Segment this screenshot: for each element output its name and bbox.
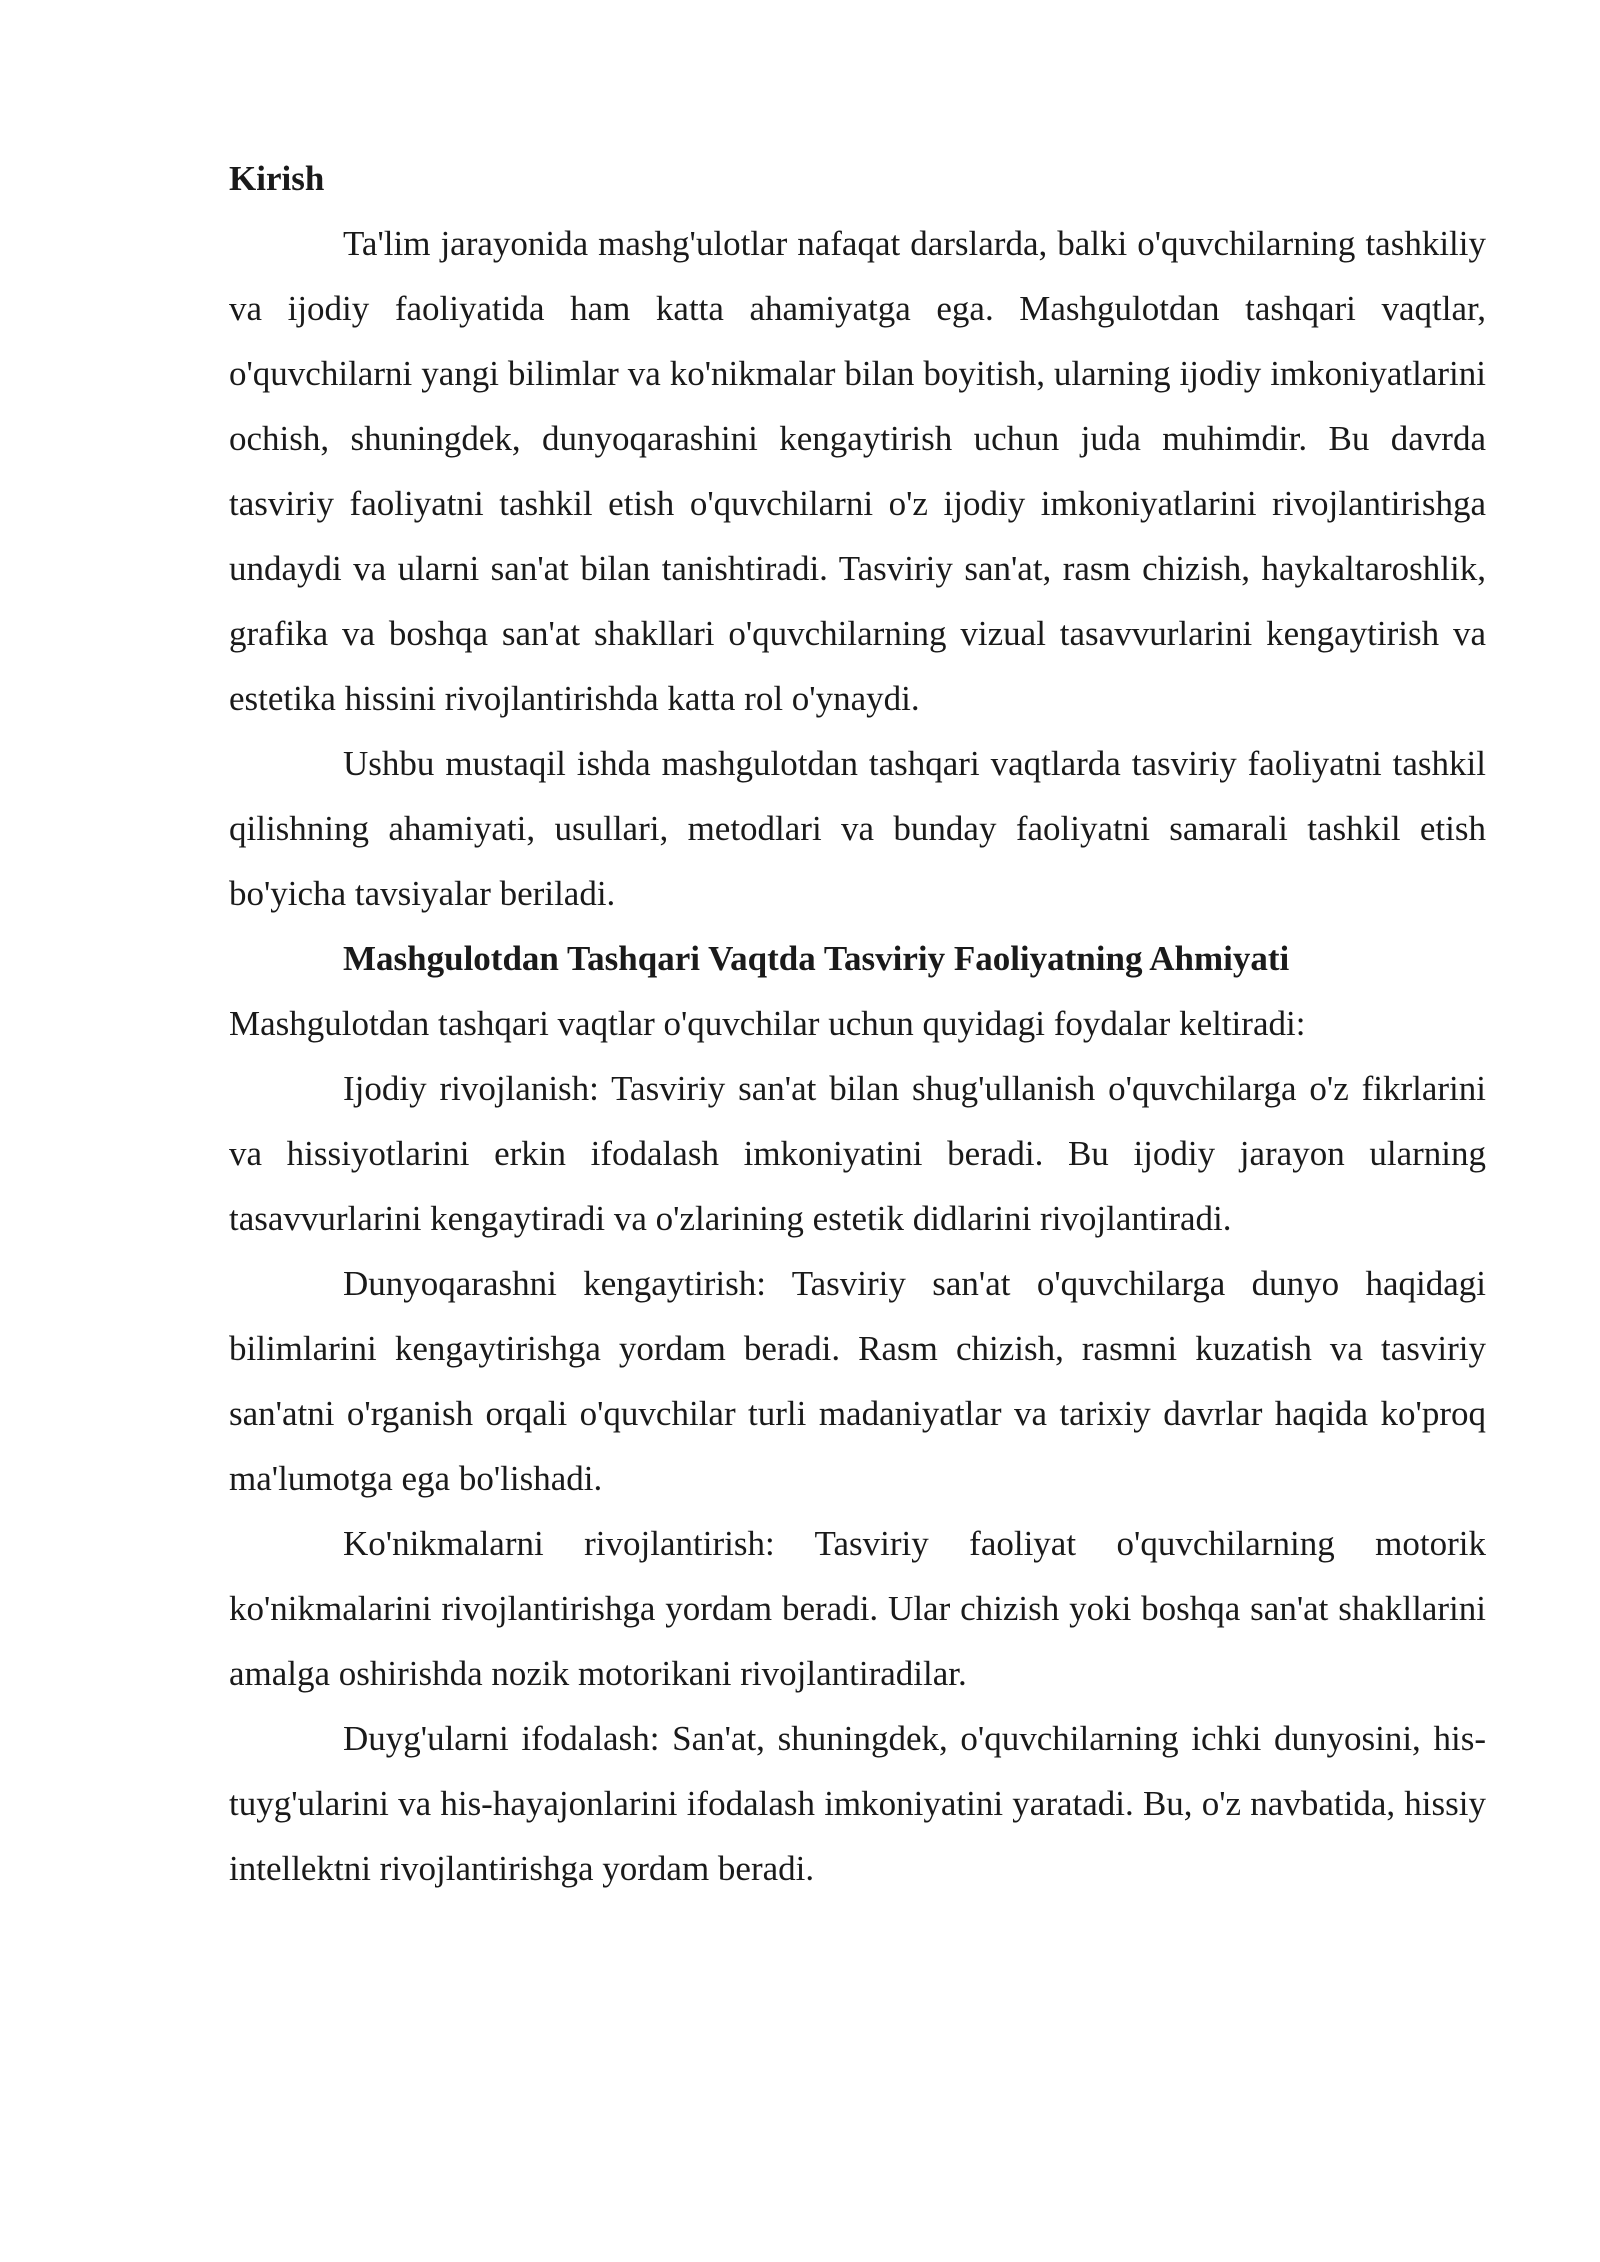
section-paragraph: Dunyoqarashni kengaytirish: Tasviriy san'at o'quvchilarga dunyo haqidagi bilimlarini kengaytirishga yordam beradi. Rasm chizish, rasmni kuzatish va tasviriy san'atni o'rganish orqali o'quvchilar turli madaniyatlar va tarixiy davrlar haqida ko'proq ma'lumotga ega bo'lishadi.: [229, 1264, 1486, 1498]
page-content: [229, 146, 1486, 1901]
section-paragraph: Duyg'ularni ifodalash: San'at, shuningdek, o'quvchilarning ichki dunyosini, his-tuyg'ularini va his-hayajonlarini ifodalash imkoniyatini yaratadi. Bu, o'z navbatida, hissiy intellektni rivojlantirishga yordam beradi.: [229, 1719, 1486, 1888]
intro-paragraph: Ta'lim jarayonida mashg'ulotlar nafaqat darslarda, balki o'quvchilarning tashkiliy va ijodiy faoliyatida ham katta ahamiyatga ega. Mashgulotdan tashqari vaqtlar, o'quvchilarni yangi bilimlar va ko'nikmalar bilan boyitish, ularning ijodiy imkoniyatlarini ochish, shuningdek, dunyoqarashini kengaytirish uchun juda muhimdir. Bu davrda tasviriy faoliyatni tashkil etish o'quvchilarni o'z ijodiy imkoniyatlarini rivojlantirishga undaydi va ularni san'at bilan tanishtiradi. Tasviriy san'at, rasm chizish, haykaltaroshlik, grafika va boshqa san'at shakllari o'quvchilarning vizual tasavvurlarini kengaytirish va estetika hissini rivojlantirishda katta rol o'ynaydi.: [229, 224, 1486, 718]
section-title: Mashgulotdan Tashqari Vaqtda Tasviriy Faoliyatning Ahmiyati: [343, 939, 1290, 978]
page-heading: Kirish: [229, 159, 325, 198]
intro-paragraph: Ushbu mustaqil ishda mashgulotdan tashqari vaqtlarda tasviriy faoliyatni tashkil qilishning ahamiyati, usullari, metodlari va bunday faoliyatni samarali tashkil etish bo'yicha tavsiyalar beriladi.: [229, 744, 1486, 913]
section-paragraph: Ijodiy rivojlanish: Tasviriy san'at bilan shug'ullanish o'quvchilarga o'z fikrlarini va hissiyotlarini erkin ifodalash imkoniyatini beradi. Bu ijodiy jarayon ularning tasavvurlarini kengaytiradi va o'zlarining estetik didlarini rivojlantiradi.: [229, 1069, 1486, 1238]
section-paragraph: Ko'nikmalarni rivojlantirish: Tasviriy faoliyat o'quvchilarning motorik ko'nikmalarini rivojlantirishga yordam beradi. Ular chizish yoki boshqa san'at shakllarini amalga oshirishda nozik motorikani rivojlantiradilar.: [229, 1524, 1486, 1693]
section-lead: Mashgulotdan tashqari vaqtlar o'quvchilar uchun quyidagi foydalar keltiradi:: [229, 1004, 1306, 1043]
